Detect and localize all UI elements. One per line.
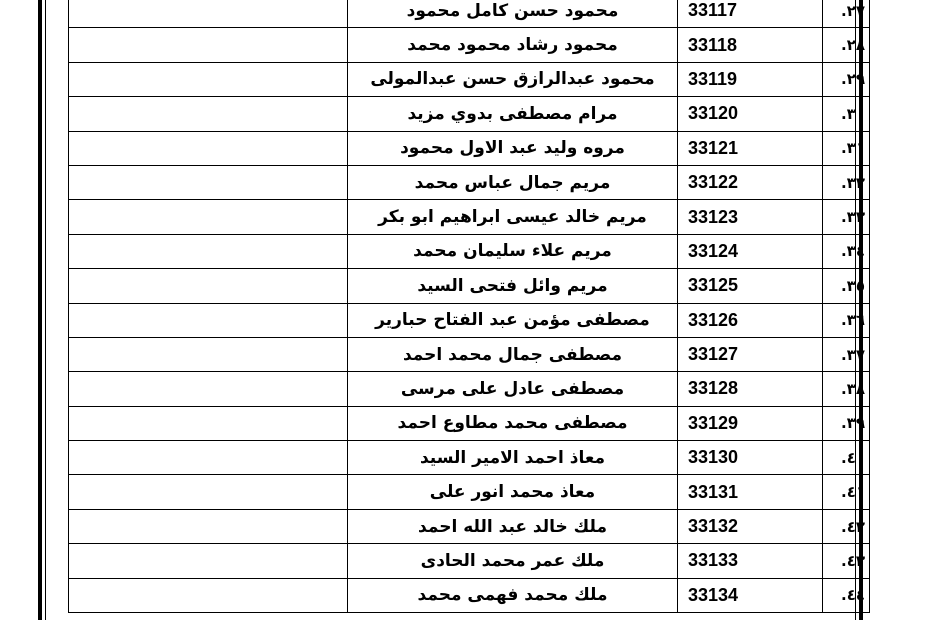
- table-row: [69, 544, 870, 578]
- notes-cell: [69, 441, 348, 475]
- notes-cell: [69, 372, 348, 406]
- student-code-cell: 33129: [678, 406, 823, 440]
- row-number-cell: .٣٧: [823, 337, 870, 371]
- table-row: [69, 441, 870, 475]
- student-code-cell: 33133: [678, 544, 823, 578]
- student-code-cell: 33123: [678, 200, 823, 234]
- student-name-cell: مصطفى جمال محمد احمد: [348, 337, 678, 371]
- row-number-cell: .٣١: [823, 131, 870, 165]
- table-row: [69, 337, 870, 371]
- student-name-cell: محمود عبدالرازق حسن عبدالمولى: [348, 62, 678, 96]
- student-name-cell: مصطفى محمد مطاوع احمد: [348, 406, 678, 440]
- row-number-cell: .٣٦: [823, 303, 870, 337]
- notes-cell: [69, 28, 348, 62]
- student-name-cell: ملك عمر محمد الحادى: [348, 544, 678, 578]
- table-row: [69, 475, 870, 509]
- row-number-cell: .٣٨: [823, 372, 870, 406]
- table-row: [69, 578, 870, 612]
- student-code-cell: 33118: [678, 28, 823, 62]
- student-roster-table: [68, 0, 870, 613]
- student-code-cell: 33134: [678, 578, 823, 612]
- notes-cell: [69, 578, 348, 612]
- student-code-cell: 33119: [678, 62, 823, 96]
- student-name-cell: معاذ احمد الامير السيد: [348, 441, 678, 475]
- student-name-cell: مصطفى عادل على مرسى: [348, 372, 678, 406]
- table-row: [69, 509, 870, 543]
- row-number-cell: .٤١: [823, 475, 870, 509]
- page-border-left: [38, 0, 42, 620]
- student-code-cell: 33125: [678, 269, 823, 303]
- student-name-cell: مريم علاء سليمان محمد: [348, 234, 678, 268]
- student-name-cell: مريم جمال عباس محمد: [348, 165, 678, 199]
- student-name-cell: مصطفى مؤمن عبد الفتاح حبارير: [348, 303, 678, 337]
- student-code-cell: 33128: [678, 372, 823, 406]
- row-number-cell: .٤٤: [823, 578, 870, 612]
- table-row: [69, 303, 870, 337]
- student-name-cell: محمود حسن كامل محمود: [348, 0, 678, 28]
- notes-cell: [69, 475, 348, 509]
- student-code-cell: 33131: [678, 475, 823, 509]
- notes-cell: [69, 62, 348, 96]
- student-code-cell: 33126: [678, 303, 823, 337]
- row-number-cell: .٤٢: [823, 509, 870, 543]
- row-number-cell: .٤٣: [823, 544, 870, 578]
- row-number-cell: .٤٠: [823, 441, 870, 475]
- student-name-cell: محمود رشاد محمود محمد: [348, 28, 678, 62]
- table-row: [69, 165, 870, 199]
- notes-cell: [69, 544, 348, 578]
- notes-cell: [69, 234, 348, 268]
- table-row: [69, 406, 870, 440]
- student-code-cell: 33120: [678, 97, 823, 131]
- notes-cell: [69, 200, 348, 234]
- row-number-cell: .٣٩: [823, 406, 870, 440]
- table-row: [69, 269, 870, 303]
- notes-cell: [69, 131, 348, 165]
- student-code-cell: 33130: [678, 441, 823, 475]
- student-name-cell: ملك محمد فهمى محمد: [348, 578, 678, 612]
- row-number-cell: .٢٨: [823, 28, 870, 62]
- table-row: [69, 28, 870, 62]
- notes-cell: [69, 509, 348, 543]
- row-number-cell: .٢٧: [823, 0, 870, 28]
- notes-cell: [69, 165, 348, 199]
- roster-body: [69, 0, 870, 613]
- student-code-cell: 33121: [678, 131, 823, 165]
- row-number-cell: .٢٩: [823, 62, 870, 96]
- student-name-cell: مريم وائل فتحى السيد: [348, 269, 678, 303]
- table-row: [69, 62, 870, 96]
- student-name-cell: ملك خالد عبد الله احمد: [348, 509, 678, 543]
- notes-cell: [69, 303, 348, 337]
- notes-cell: [69, 0, 348, 28]
- table-row: [69, 234, 870, 268]
- row-number-cell: .٣٤: [823, 234, 870, 268]
- row-number-cell: .٣٢: [823, 165, 870, 199]
- row-number-cell: .٣٠: [823, 97, 870, 131]
- table-row: [69, 372, 870, 406]
- student-code-cell: 33117: [678, 0, 823, 28]
- student-code-cell: 33127: [678, 337, 823, 371]
- table-row: [69, 97, 870, 131]
- student-code-cell: 33132: [678, 509, 823, 543]
- table-row: [69, 131, 870, 165]
- student-name-cell: مروه وليد عبد الاول محمود: [348, 131, 678, 165]
- row-number-cell: .٣٣: [823, 200, 870, 234]
- student-name-cell: مريم خالد عيسى ابراهيم ابو بكر: [348, 200, 678, 234]
- table-row: [69, 200, 870, 234]
- row-number-cell: .٣٥: [823, 269, 870, 303]
- table-row: [69, 0, 870, 28]
- page-border-left-inner: [45, 0, 46, 620]
- notes-cell: [69, 269, 348, 303]
- notes-cell: [69, 337, 348, 371]
- notes-cell: [69, 406, 348, 440]
- student-code-cell: 33122: [678, 165, 823, 199]
- student-name-cell: معاذ محمد انور على: [348, 475, 678, 509]
- student-name-cell: مرام مصطفى بدوي مزيد: [348, 97, 678, 131]
- notes-cell: [69, 97, 348, 131]
- student-code-cell: 33124: [678, 234, 823, 268]
